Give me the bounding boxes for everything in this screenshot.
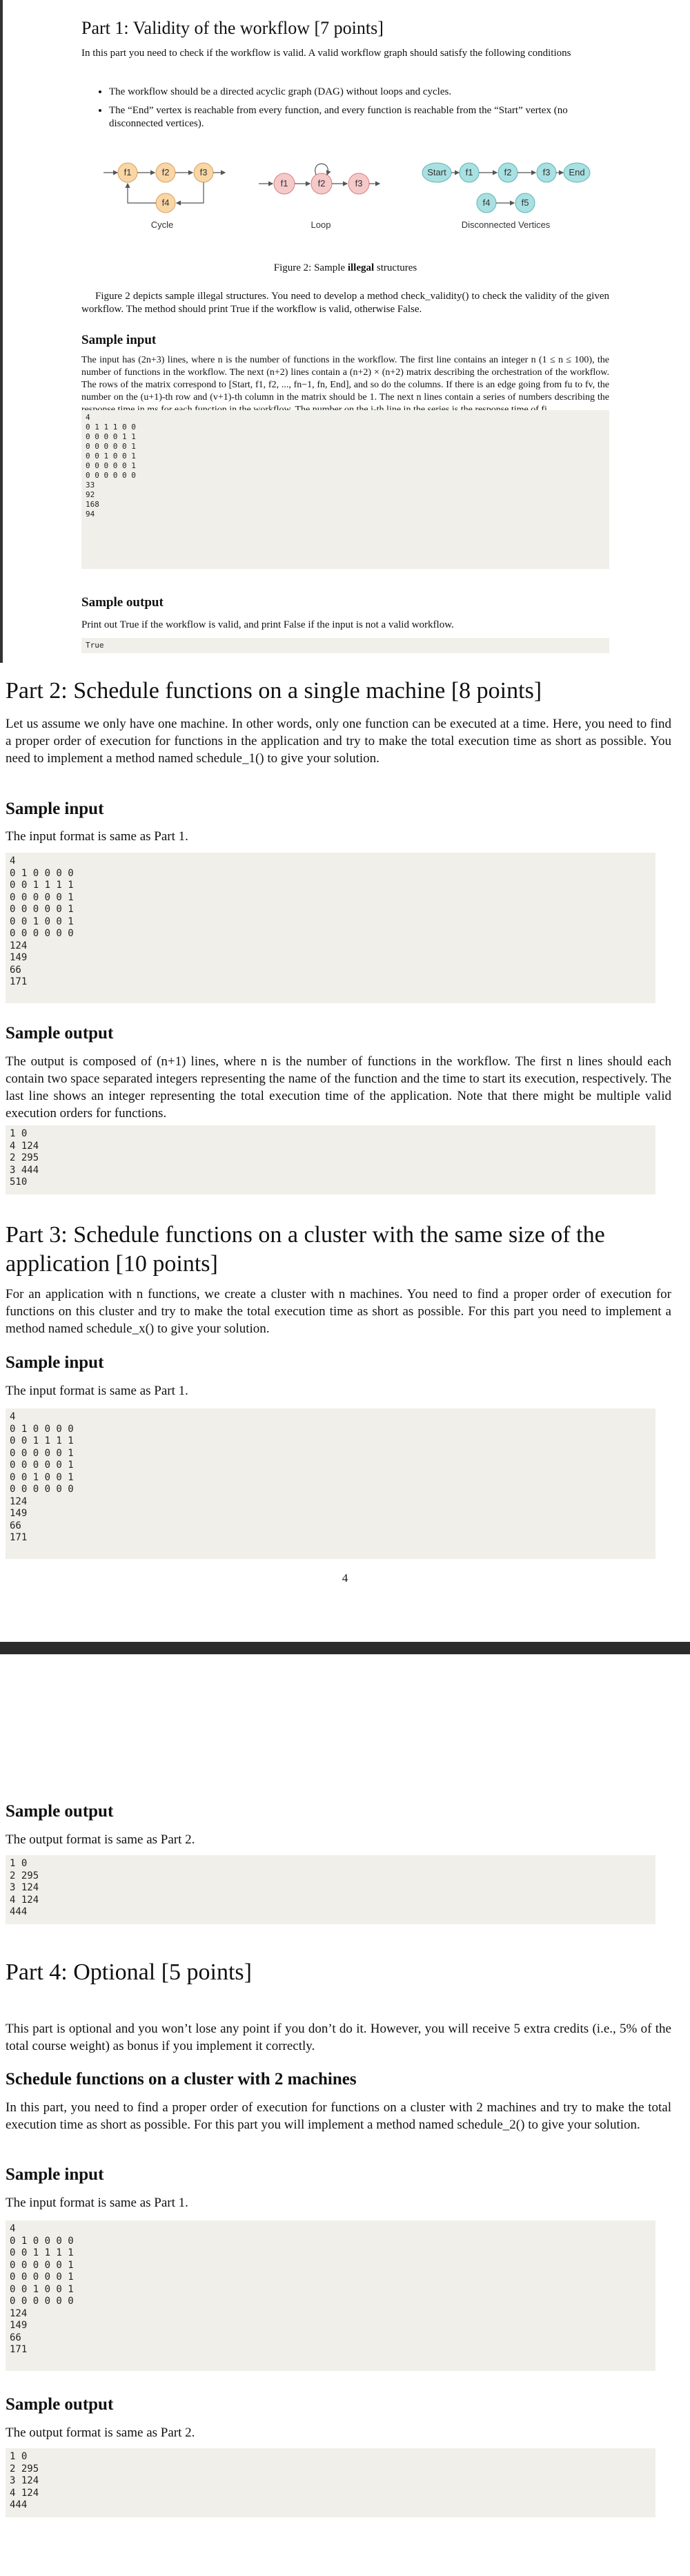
disc-node-f2-label: f2 <box>504 167 512 177</box>
loop-node-f1-label: f1 <box>280 178 288 188</box>
part1-sample-output-desc <box>81 619 609 632</box>
part4-sample-output-title: Sample output <box>6 2395 114 2414</box>
part2-sample-input-heading <box>6 800 671 819</box>
part3-title-block <box>6 1221 671 1279</box>
part3-sample-input-code: 4 0 1 0 0 0 0 0 0 1 1 1 1 0 0 0 0 0 1 0 0 0 0 0 1 0 0 1 0 0 1 0 0 0 0 0 0 124 149 66 171 <box>6 1408 656 1559</box>
part4-sub-intro <box>6 2099 671 2133</box>
part2-intro <box>6 715 671 767</box>
part3-sample-output-title: Sample output <box>6 1802 114 1821</box>
part4-subheading-block <box>6 2070 671 2089</box>
part2-sample-output-heading <box>6 1024 671 1043</box>
part2-sample-input-text: The input format is same as Part 1. <box>6 829 188 844</box>
disconnected-label: Disconnected Vertices <box>461 220 551 230</box>
part1-sample-input-text: The input has (2n+3) lines, where n is the number of functions in the workflow. The first line contains an integer n (1 ≤ n ≤ 100), the number of functions in the workflow. The next (n+2) lines contain a (n+2) × (n+2) matrix describing the orchestration of the workflow. The rows of the matrix correspond to [Start, f1, f2, ..., fn−1, fn, End], and so do the columns. If there is an edge going from fu to fv, the number on the (u+1)-th row and (v+1)-th column in the matrix should be 1. The next n lines contain a series of numbers describing the <box>81 355 609 403</box>
end-node-label: End <box>569 167 585 177</box>
part4-sample-input-heading <box>6 2165 671 2185</box>
page-break-bar <box>0 1642 690 1654</box>
disc-node-f5-label: f5 <box>521 197 529 208</box>
part3-sample-input-text: The input format is same as Part 1. <box>6 1384 188 1398</box>
part1-title: Part 1: Validity of the workflow [7 points] <box>81 18 384 38</box>
disconnected-diagram <box>422 163 590 230</box>
part3-sample-input-title: Sample input <box>6 1353 104 1372</box>
disc-node-f1-label: f1 <box>465 167 473 177</box>
part2-title: Part 2: Schedule functions on a single machine [8 points] <box>6 678 542 704</box>
part4-sample-output-heading <box>6 2395 671 2414</box>
part1-description <box>81 290 609 316</box>
part1-sample-input-heading <box>81 333 609 348</box>
bullet-dag: • The workflow should be a directed acyclic graph (DAG) without loops and cycles. <box>109 86 609 99</box>
disc-node-f4-label: f4 <box>482 197 491 208</box>
part3-sample-output-heading <box>6 1802 671 1821</box>
part2-sample-output-desc <box>6 1053 671 1122</box>
part2-text: Let us assume we only have one machine. In other words, only one function can be executed at a time. Here, you need to find a proper order of execution for functions in the application and try to make the total execution time as short as possible. You need to implement a method named schedule_1() to give your solution. <box>6 717 671 766</box>
caption-suffix: structures <box>374 262 417 273</box>
start-node-label: Start <box>427 167 446 177</box>
cycle-diagram <box>103 163 225 230</box>
part4-text: This part is optional and you won’t lose any point if you don’t do it. However, you will receive 5 extra credits (i.e., 5% of the total course weight) as bonus if you implement it correctly. <box>6 2022 671 2053</box>
bullet-reachable: • The “End” vertex is reachable from every function, and every function is reachable from the “Start” vertex (no disconnected vertices). <box>109 104 609 130</box>
page-edge <box>0 0 3 663</box>
caption-bold: illegal <box>347 262 375 273</box>
part1-intro <box>81 47 609 60</box>
node-f2-label: f2 <box>161 167 170 177</box>
part1-bullets <box>81 86 609 130</box>
part1-sample-input-code: 4 0 1 1 1 0 0 0 0 0 0 1 1 0 0 0 0 0 1 0 0 1 0 0 1 0 0 0 0 0 1 0 0 0 0 0 0 33 92 168 94 <box>81 410 609 569</box>
illegal-structures-figure <box>103 153 600 236</box>
part1-sample-input-title: Sample input <box>81 333 157 347</box>
part3-sample-input-desc <box>6 1382 671 1400</box>
part2-sample-output-code: 1 0 4 124 2 295 3 444 510 <box>6 1125 656 1194</box>
node-f3-label: f3 <box>199 167 208 177</box>
part2-sample-input-desc <box>6 828 671 845</box>
part4-sample-input-code: 4 0 1 0 0 0 0 0 0 1 1 1 1 0 0 0 0 0 1 0 0 0 0 0 1 0 0 1 0 0 1 0 0 0 0 0 0 124 149 66 171 <box>6 2220 656 2371</box>
part2-sample-output-text: The output is composed of (n+1) lines, where n is the number of functions in the workflow. The first n lines should each contain two space separated integers representing the name of the function and the time to start its execution, respectively. The last line shows an integer representing the total execution time of the application. Note that there might be multiple valid execution orders for functions. <box>6 1054 671 1121</box>
figure-caption <box>81 262 609 274</box>
part3-sample-input-heading <box>6 1353 671 1373</box>
part3-text: For an application with n functions, we create a cluster with n machines. You need to find a proper order of execution for functions on this cluster and try to make the total execution time as short as possible. For this part you need to implement a method named schedule_x() to give your solution. <box>6 1287 671 1336</box>
part4-sample-input-desc <box>6 2194 671 2211</box>
part4-title: Part 4: Optional [5 points] <box>6 1959 252 1985</box>
part1-sample-output-title: Sample output <box>81 595 164 610</box>
part4-sample-input-text: The input format is same as Part 1. <box>6 2196 188 2210</box>
loop-node-f2-label: f2 <box>317 178 326 188</box>
caption-prefix: Figure 2: Sample <box>273 262 348 273</box>
part3-sample-output-text: The output format is same as Part 2. <box>6 1832 195 1847</box>
part4-sample-output-code: 1 0 2 295 3 124 4 124 444 <box>6 2448 656 2517</box>
part4-sample-output-desc <box>6 2424 671 2441</box>
part2-sample-input-code: 4 0 1 0 0 0 0 0 0 1 1 1 1 0 0 0 0 0 1 0 0 0 0 0 1 0 0 1 0 0 1 0 0 0 0 0 0 124 149 66 171 <box>6 853 656 1003</box>
disc-node-f3-label: f3 <box>542 167 551 177</box>
part2-title-block <box>6 677 671 706</box>
part1-sample-output-heading <box>81 595 609 610</box>
part2-sample-output-title: Sample output <box>6 1024 114 1043</box>
page-number: 4 <box>342 1571 348 1585</box>
part1-sample-input-desc <box>81 354 609 416</box>
part3-sample-output-desc <box>6 1831 671 1848</box>
loop-diagram <box>259 164 379 230</box>
part1-desc-text: Figure 2 depicts sample illegal structures. You need to develop a method check_validity() to check the validity of the given workflow. The method should print True if the workflow is valid, otherwise False. <box>81 291 609 315</box>
loop-node-f3-label: f3 <box>355 178 363 188</box>
part4-intro <box>6 2020 671 2055</box>
part4-title-block <box>6 1958 671 1987</box>
part2-sample-input-title: Sample input <box>6 800 104 818</box>
part1-sample-output-text: Print out True if the workflow is valid, and print False if the input is not a valid workflow. <box>81 619 454 630</box>
part4-sample-output-text: The output format is same as Part 2. <box>6 2425 195 2440</box>
loop-label: Loop <box>310 220 331 230</box>
node-f1-label: f1 <box>124 167 132 177</box>
cycle-label: Cycle <box>150 220 174 230</box>
part4-sub-text: In this part, you need to find a proper order of execution for functions on a cluster with 2 machines and try to make the total execution time as short as possible. For this part you will implement a method named schedule_2() to give your solution. <box>6 2100 671 2132</box>
node-f4-label: f4 <box>161 197 170 208</box>
part3-intro <box>6 1286 671 1337</box>
part3-sample-output-code: 1 0 2 295 3 124 4 124 444 <box>6 1855 656 1924</box>
part1-intro-text: In this part you need to check if the workflow is valid. A valid workflow graph should satisfy the following conditions <box>81 48 571 59</box>
part1-sample-output-code: True <box>81 638 609 653</box>
part4-subheading: Schedule functions on a cluster with 2 machines <box>6 2070 357 2089</box>
part4-sample-input-title: Sample input <box>6 2165 104 2184</box>
part3-title: Part 3: Schedule functions on a cluster with the same size of the application [10 points] <box>6 1222 605 1277</box>
part1-title-block <box>81 18 609 39</box>
